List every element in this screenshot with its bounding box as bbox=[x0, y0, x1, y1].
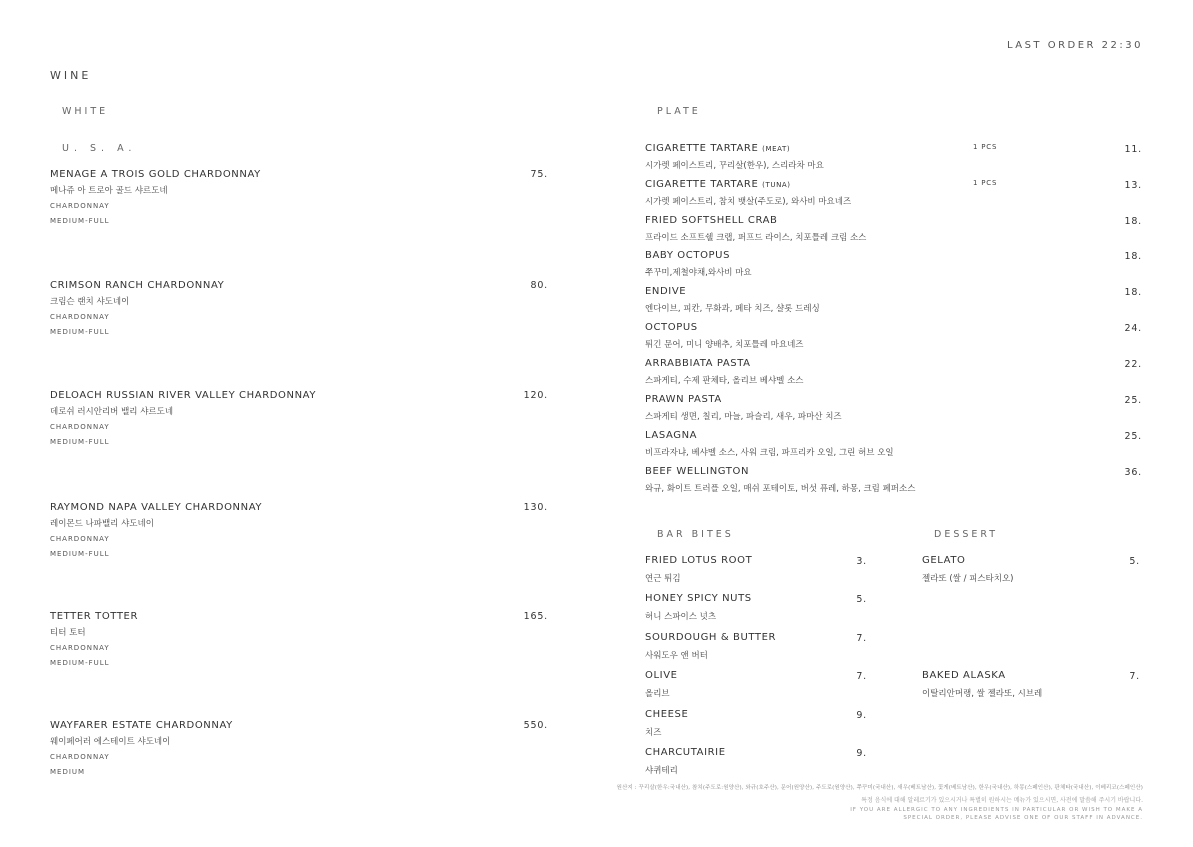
dessert-item bbox=[922, 555, 1140, 584]
wine-body: MEDIUM-FULL bbox=[50, 659, 110, 667]
wine-name-korean: 데로쉬 러시안리버 밸리 샤르도네 bbox=[50, 407, 174, 417]
bar-bite-price: 9. bbox=[856, 710, 867, 721]
wine-body: MEDIUM-FULL bbox=[50, 328, 110, 336]
dessert-name: GELATO bbox=[922, 555, 966, 566]
allergy-notice-korean: 특정 음식에 대해 알레르기가 있으시거나 특별히 원하시는 메뉴가 있으시면, 사전에 말씀해 주시기 바랍니다. bbox=[861, 797, 1143, 804]
plate-item-price: 22. bbox=[1124, 359, 1142, 370]
country-label: U. S. A. bbox=[62, 143, 137, 154]
bar-bite-item bbox=[645, 747, 867, 776]
plate-item-name: BEEF WELLINGTON bbox=[645, 466, 750, 477]
wine-name: DELOACH RUSSIAN RIVER VALLEY CHARDONNAY bbox=[50, 390, 317, 401]
bar-bite-korean: 치즈 bbox=[645, 728, 662, 738]
wine-item bbox=[50, 611, 548, 667]
plate-section-title: PLATE bbox=[657, 106, 701, 117]
plate-item-korean: 스파게티 생면, 칠리, 마늘, 파슬리, 새우, 파마산 치즈 bbox=[645, 412, 842, 422]
bar-bite-item bbox=[645, 632, 867, 661]
plate-item-name: BABY OCTOPUS bbox=[645, 250, 731, 261]
wine-item bbox=[50, 280, 548, 336]
plate-item-price: 18. bbox=[1124, 251, 1142, 262]
bar-bite-name: CHARCUTAIRIE bbox=[645, 747, 726, 758]
plate-item bbox=[645, 179, 1142, 211]
plate-item-korean: 비프라자냐, 베샤멜 소스, 사워 크림, 파프리카 오일, 그린 허브 오일 bbox=[645, 448, 894, 458]
plate-item-name: ARRABBIATA PASTA bbox=[645, 358, 751, 369]
dessert-name: BAKED ALASKA bbox=[922, 670, 1006, 681]
allergy-notice-english-1: IF YOU ARE ALLERGIC TO ANY INGREDIENTS IN PARTICULAR OR WISH TO MAKE A bbox=[850, 806, 1143, 813]
bar-bite-item bbox=[645, 709, 867, 738]
bar-bite-name: HONEY SPICY NUTS bbox=[645, 593, 752, 604]
plate-item-price: 25. bbox=[1124, 395, 1142, 406]
wine-price: 165. bbox=[523, 611, 548, 622]
plate-item-korean: 프라이드 소프트쉘 크랩, 퍼프드 라이스, 치포틀레 크림 소스 bbox=[645, 233, 867, 243]
dessert-item bbox=[922, 670, 1140, 699]
wine-body: MEDIUM-FULL bbox=[50, 438, 110, 446]
plate-item-korean: 쭈꾸미,제철야채,와사비 마요 bbox=[645, 268, 752, 278]
bar-bite-item bbox=[645, 593, 867, 622]
wine-body: MEDIUM-FULL bbox=[50, 550, 110, 558]
plate-item-name: LASAGNA bbox=[645, 430, 698, 441]
wine-name: CRIMSON RANCH CHARDONNAY bbox=[50, 280, 225, 291]
wine-price: 75. bbox=[530, 169, 548, 180]
wine-body: MEDIUM-FULL bbox=[50, 217, 110, 225]
plate-item-korean: 엔다이브, 피칸, 무화과, 페타 치즈, 샬롯 드레싱 bbox=[645, 304, 820, 314]
plate-item-name: PRAWN PASTA bbox=[645, 394, 722, 405]
wine-grape: CHARDONNAY bbox=[50, 423, 110, 431]
bar-bite-name: CHEESE bbox=[645, 709, 689, 720]
allergy-notice bbox=[850, 797, 1143, 823]
plate-item-korean: 시가렛 페이스트리, 참치 뱃살(주도로), 와사비 마요네즈 bbox=[645, 197, 852, 207]
plate-item bbox=[645, 143, 1142, 175]
bar-bite-korean: 사워도우 앤 버터 bbox=[645, 651, 708, 661]
bar-bite-item bbox=[645, 670, 867, 699]
wine-price: 550. bbox=[523, 720, 548, 731]
bar-bite-price: 5. bbox=[856, 594, 867, 605]
bar-bite-korean: 연근 튀김 bbox=[645, 574, 681, 584]
wine-name: MENAGE A TROIS GOLD CHARDONNAY bbox=[50, 169, 261, 180]
plate-item-pieces: 1 PCS bbox=[973, 179, 998, 187]
plate-item bbox=[645, 430, 1142, 462]
wine-item bbox=[50, 502, 548, 558]
wine-name-korean: 크림슨 랜치 샤도네이 bbox=[50, 297, 130, 307]
bar-bite-price: 9. bbox=[856, 748, 867, 759]
bar-bite-korean: 허니 스파이스 넛츠 bbox=[645, 612, 717, 622]
allergy-notice-english-2: SPECIAL ORDER, PLEASE ADVISE ONE OF OUR STAFF IN ADVANCE. bbox=[903, 815, 1143, 821]
wine-grape: CHARDONNAY bbox=[50, 644, 110, 652]
plate-item bbox=[645, 322, 1142, 354]
dessert-title: DESSERT bbox=[934, 529, 999, 540]
wine-price: 130. bbox=[523, 502, 548, 513]
origin-notice: 원산지 : 꾸리살(한우:국내산), 참치(주도로:원양산), 와규(호주산), 문어(원양산), 주도로(원양산), 쭈꾸미(국내산), 새우(베트남산), 꽃게(베트남산), 한우(국내산), 하몽(스페인산), 판체타(국내산), 이베리코(스페인산) bbox=[616, 785, 1143, 791]
wine-name-korean: 티터 토터 bbox=[50, 628, 86, 638]
dessert-korean: 이탈리안머랭, 쌀 젤라또, 시브레 bbox=[922, 689, 1043, 699]
wine-section-title: WINE bbox=[50, 69, 92, 82]
plate-item-price: 18. bbox=[1124, 216, 1142, 227]
dessert-price: 7. bbox=[1129, 671, 1140, 682]
wine-name: RAYMOND NAPA VALLEY CHARDONNAY bbox=[50, 502, 263, 513]
bar-bite-name: FRIED LOTUS ROOT bbox=[645, 555, 753, 566]
bar-bite-price: 7. bbox=[856, 633, 867, 644]
bar-bite-korean: 샤퀴테리 bbox=[645, 766, 678, 776]
plate-item-pieces: 1 PCS bbox=[973, 143, 998, 151]
plate-item-price: 36. bbox=[1124, 467, 1142, 478]
bar-bites-title: BAR BITES bbox=[657, 529, 734, 540]
wine-item bbox=[50, 169, 548, 225]
wine-price: 80. bbox=[530, 280, 548, 291]
wine-name-korean: 메나쥬 아 트로아 골드 샤르도네 bbox=[50, 186, 168, 196]
plate-item-korean: 와규, 화이트 트러플 오일, 매쉬 포테이토, 버섯 퓨레, 하몽, 크림 페퍼소스 bbox=[645, 484, 916, 494]
plate-item-name: FRIED SOFTSHELL CRAB bbox=[645, 215, 778, 226]
bar-bite-korean: 올리브 bbox=[645, 689, 670, 699]
plate-item-name: OCTOPUS bbox=[645, 322, 698, 333]
plate-item-name: ENDIVE bbox=[645, 286, 687, 297]
last-order-time: LAST ORDER 22:30 bbox=[1006, 40, 1143, 51]
plate-item-name: CIGARETTE TARTARE bbox=[645, 143, 759, 154]
plate-item bbox=[645, 286, 1142, 318]
plate-item-price: 25. bbox=[1124, 431, 1142, 442]
plate-item-korean: 튀긴 문어, 미니 양배추, 치포틀레 마요네즈 bbox=[645, 340, 804, 350]
wine-name: WAYFARER ESTATE CHARDONNAY bbox=[50, 720, 233, 731]
plate-item bbox=[645, 394, 1142, 426]
plate-item-price: 24. bbox=[1124, 323, 1142, 334]
plate-item-price: 18. bbox=[1124, 287, 1142, 298]
plate-item bbox=[645, 358, 1142, 390]
wine-item bbox=[50, 720, 548, 776]
bar-bite-name: SOURDOUGH & BUTTER bbox=[645, 632, 777, 643]
plate-item-variant: (TUNA) bbox=[762, 181, 791, 189]
plate-item-variant: (MEAT) bbox=[762, 145, 791, 153]
white-wine-label: WHITE bbox=[62, 106, 109, 117]
wine-grape: CHARDONNAY bbox=[50, 535, 110, 543]
wine-body: MEDIUM bbox=[50, 768, 86, 776]
dessert-price: 5. bbox=[1129, 556, 1140, 567]
plate-item-price: 13. bbox=[1124, 180, 1142, 191]
plate-item bbox=[645, 466, 1142, 498]
plate-item-name: CIGARETTE TARTARE bbox=[645, 179, 759, 190]
plate-item-price: 11. bbox=[1124, 144, 1142, 155]
plate-item bbox=[645, 215, 1142, 247]
bar-bite-price: 7. bbox=[856, 671, 867, 682]
wine-grape: CHARDONNAY bbox=[50, 753, 110, 761]
plate-item-korean: 스파게티, 수제 판체타, 올리브 베샤멜 소스 bbox=[645, 376, 804, 386]
wine-price: 120. bbox=[523, 390, 548, 401]
wine-name: TETTER TOTTER bbox=[50, 611, 139, 622]
plate-item-korean: 시가렛 페이스트리, 꾸리살(한우), 스리라차 마요 bbox=[645, 161, 824, 171]
bar-bite-item bbox=[645, 555, 867, 584]
wine-item bbox=[50, 390, 548, 446]
wine-name-korean: 웨이페어러 에스테이트 샤도네이 bbox=[50, 737, 171, 747]
dessert-korean: 젤라또 (쌀 / 피스타치오) bbox=[922, 574, 1014, 584]
wine-grape: CHARDONNAY bbox=[50, 202, 110, 210]
wine-name-korean: 레이몬드 나파밸리 샤도네이 bbox=[50, 519, 154, 529]
plate-item bbox=[645, 250, 1142, 282]
bar-bite-name: OLIVE bbox=[645, 670, 678, 681]
bar-bite-price: 3. bbox=[856, 556, 867, 567]
wine-grape: CHARDONNAY bbox=[50, 313, 110, 321]
